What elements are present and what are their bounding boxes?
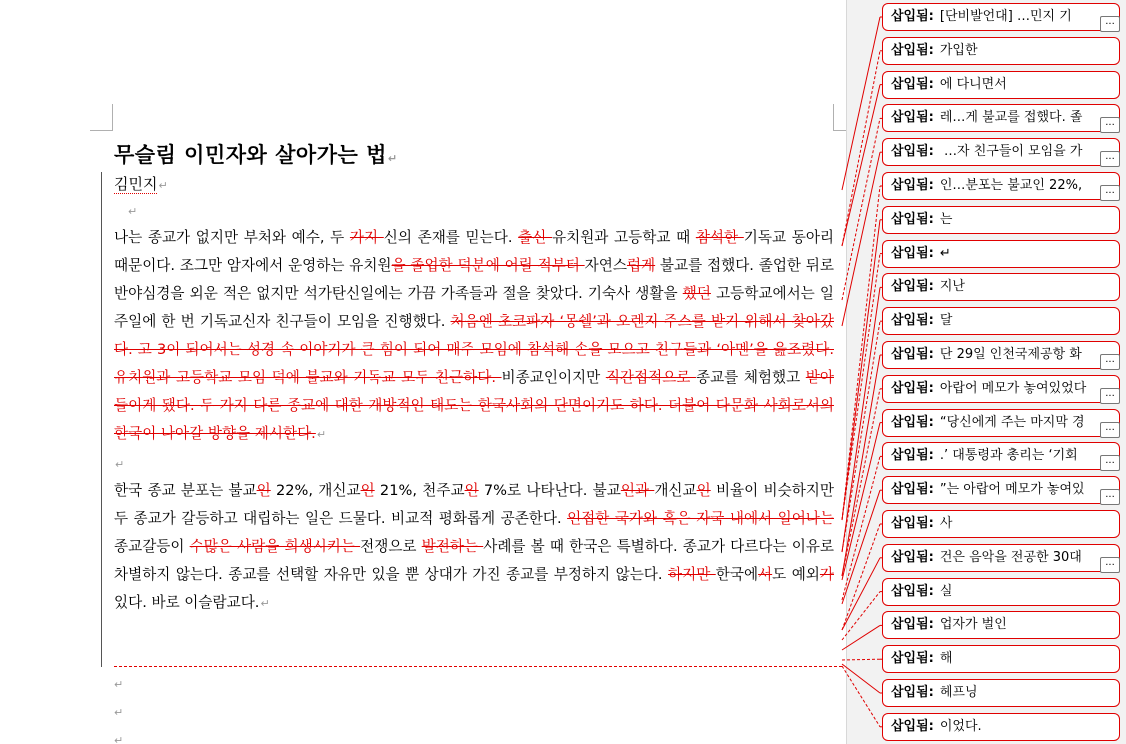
leader-line bbox=[842, 659, 880, 660]
deleted-text: 인 bbox=[256, 482, 271, 499]
balloon-insertion[interactable] bbox=[882, 240, 1120, 268]
leader-line bbox=[842, 51, 880, 246]
leader-line bbox=[842, 423, 880, 580]
leader-line bbox=[842, 287, 880, 552]
balloon-more-button[interactable]: ... bbox=[1100, 455, 1120, 471]
text-run: 전쟁으로 bbox=[360, 538, 422, 555]
balloon-more-button[interactable]: ... bbox=[1100, 117, 1120, 133]
text-run: 한국 종교 분포는 불교 bbox=[114, 482, 257, 499]
balloon-more-button[interactable]: ... bbox=[1100, 354, 1120, 370]
balloon-label: 삽입됨: bbox=[891, 110, 934, 126]
balloon-label: 삽입됨: bbox=[891, 414, 934, 430]
balloon-label: 삽입됨: bbox=[891, 718, 934, 734]
text-run: 나는 종교가 없지만 부처와 예수, 두 bbox=[114, 229, 350, 246]
balloon-more-button[interactable]: ... bbox=[1100, 557, 1120, 573]
leader-line bbox=[842, 625, 880, 650]
empty-paragraph: ↵ bbox=[128, 205, 138, 218]
balloon-insertion[interactable] bbox=[882, 679, 1120, 707]
text-run: 개신교 bbox=[654, 482, 697, 499]
text-run: 사례를 볼 때 한국은 특별하다. 종교가 다르다는 이유로 차별하지 않는다. 종교를 선택할 자유만 있을 뿐 상대가 가진 종교를 부정하지 않는다. bbox=[114, 538, 835, 583]
balloon-label: 삽입됨: bbox=[891, 617, 934, 633]
deleted-text: 받아들이게 됐다. 두 가지 다른 종교에 대한 개방적인 태도는 한국사회의 단면이기도 하다. 더불어 다문화 사회로서의 한국이 나아갈 방향을 제시한다. bbox=[114, 369, 834, 442]
balloon-insertion[interactable] bbox=[882, 645, 1120, 673]
balloon-text: 업자가 벌인 bbox=[939, 617, 1007, 633]
balloon-more-button[interactable]: ... bbox=[1100, 388, 1120, 404]
balloon-text: 단 29일 인천국제공항 화 bbox=[939, 347, 1082, 362]
deleted-text: 발전하는 bbox=[421, 538, 484, 555]
empty-paragraph-mark-icon: ↵ bbox=[114, 706, 124, 719]
text-run: 기독교 동아리 때문이다. 조그만 암자에서 운영하는 유치원 bbox=[114, 229, 835, 274]
balloon-label: 삽입됨: bbox=[891, 245, 934, 261]
leader-line bbox=[842, 664, 880, 693]
deleted-text: 서 bbox=[758, 566, 773, 583]
leader-line bbox=[842, 592, 880, 640]
leader-line bbox=[842, 490, 880, 604]
balloon-insertion[interactable] bbox=[882, 104, 1120, 132]
balloon-label: 삽입됨: bbox=[891, 347, 934, 362]
balloon-insertion[interactable] bbox=[882, 442, 1120, 470]
text-run: 자연스 bbox=[584, 257, 627, 274]
balloon-text: 이었다. bbox=[939, 718, 982, 734]
balloon-text: 아랍어 메모가 놓여있었다 bbox=[939, 380, 1087, 396]
text-run: 비종교인이지만 bbox=[501, 369, 606, 386]
balloon-insertion[interactable] bbox=[882, 476, 1120, 504]
paragraph-mark-icon: ↵ bbox=[158, 179, 168, 192]
balloon-label: 삽입됨: bbox=[891, 380, 934, 396]
balloon-insertion[interactable] bbox=[882, 138, 1120, 166]
text-run: 7%로 나타난다. 불교 bbox=[478, 482, 621, 499]
balloon-label: 삽입됨: bbox=[891, 482, 934, 498]
balloon-insertion[interactable] bbox=[882, 273, 1120, 301]
balloon-label: 삽입됨: bbox=[891, 685, 934, 700]
text-run: 비율이 비슷하지만 두 종교가 갈등하고 대립하는 일은 드물다. 비교적 평화롭게 공존한다. bbox=[114, 482, 834, 527]
deleted-text: 수많은 사람을 희생시키는 bbox=[189, 538, 361, 555]
deleted-text: 인 bbox=[360, 482, 375, 499]
balloon-insertion[interactable] bbox=[882, 71, 1120, 99]
deleted-text: 가 bbox=[819, 566, 835, 583]
text-run: 신의 존재를 믿는다. bbox=[383, 229, 519, 246]
deleted-text: 인접한 국가와 혹은 자국 내에서 일어나는 bbox=[567, 510, 834, 527]
text-run: 종교를 체험했고 bbox=[695, 369, 806, 386]
text-run: 22%, 개신교 bbox=[270, 482, 361, 499]
balloon-more-button[interactable]: ... bbox=[1100, 422, 1120, 438]
balloon-more-button[interactable]: ... bbox=[1100, 489, 1120, 505]
text-run: 도 예외 bbox=[772, 566, 820, 583]
leader-line bbox=[842, 118, 880, 300]
balloon-text: ↵ bbox=[939, 245, 951, 261]
balloon-text: “당신에게 주는 마지막 경 bbox=[939, 414, 1085, 430]
balloon-insertion[interactable] bbox=[882, 3, 1120, 31]
deleted-text: 가지 bbox=[349, 229, 384, 246]
deleted-text: 인 bbox=[464, 482, 479, 499]
balloon-text: 인…분포는 불교인 22%, bbox=[939, 178, 1083, 193]
leader-line bbox=[842, 355, 880, 576]
balloon-label: 삽입됨: bbox=[891, 42, 934, 58]
balloon-text: 사 bbox=[939, 516, 953, 531]
balloon-more-button[interactable]: ... bbox=[1100, 16, 1120, 32]
balloon-label: 삽입됨: bbox=[891, 549, 934, 565]
balloon-text: 실 bbox=[939, 583, 953, 599]
text-run: 한국에 bbox=[715, 566, 759, 583]
leader-line bbox=[842, 558, 880, 630]
text-run: 종교갈등이 bbox=[114, 538, 190, 555]
empty-paragraph: ↵ bbox=[115, 458, 125, 471]
deleted-text: 럽게 bbox=[626, 257, 656, 274]
balloon-text: 가입한 bbox=[939, 42, 978, 58]
balloon-insertion[interactable] bbox=[882, 713, 1120, 741]
author-line: 김민지↵ bbox=[114, 175, 168, 193]
empty-paragraph-mark-icon: ↵ bbox=[114, 678, 124, 691]
balloon-more-button[interactable]: ... bbox=[1100, 185, 1120, 201]
balloon-label: 삽입됨: bbox=[891, 313, 934, 329]
balloon-insertion[interactable] bbox=[882, 409, 1120, 437]
text-run: 있다. 바로 이슬람교다. bbox=[114, 594, 260, 611]
empty-paragraph-mark-icon: ↵ bbox=[114, 734, 124, 744]
balloon-text: 지난 bbox=[939, 279, 965, 295]
balloon-insertion[interactable] bbox=[882, 307, 1120, 335]
deleted-text: 인 bbox=[696, 482, 711, 499]
paragraph-mark-icon: ↵ bbox=[316, 428, 327, 441]
balloon-label: 삽입됨: bbox=[891, 144, 934, 160]
leader-line bbox=[842, 220, 880, 520]
balloon-text: 달 bbox=[939, 313, 953, 329]
document-title: 무슬림 이민자와 살아가는 법↵ bbox=[114, 143, 398, 167]
balloon-insertion[interactable] bbox=[882, 375, 1120, 403]
text-run: 불교를 접했다. 졸업한 뒤로 반야심경을 외운 적은 없지만 석가탄신일에는 가끔 가족들과 절을 찾았다. 기숙사 생활을 bbox=[114, 257, 834, 302]
text-run: 21%, 천주교 bbox=[374, 482, 465, 499]
deleted-text: 직간접적으로 bbox=[605, 369, 696, 386]
balloon-label: 삽입됨: bbox=[891, 448, 934, 464]
balloon-insertion[interactable] bbox=[882, 37, 1120, 65]
balloon-text: …자 친구들이 모임을 가 bbox=[939, 144, 1083, 160]
text-run: 유치원과 고등학교 때 bbox=[552, 229, 696, 246]
balloon-label: 삽입됨: bbox=[891, 76, 934, 92]
balloon-text: 레…게 불교를 접했다. 졸 bbox=[939, 110, 1083, 126]
balloon-insertion[interactable] bbox=[882, 172, 1120, 200]
balloon-text: 는 bbox=[939, 211, 953, 227]
balloon-label: 삽입됨: bbox=[891, 583, 934, 599]
deleted-text: 을 졸업한 덕분에 어릴 적부터 bbox=[391, 257, 585, 274]
balloon-insertion[interactable] bbox=[882, 578, 1120, 606]
balloon-label: 삽입됨: bbox=[891, 211, 934, 227]
balloon-insertion[interactable] bbox=[882, 206, 1120, 234]
balloon-insertion[interactable] bbox=[882, 544, 1120, 572]
text-run: 고등학교에서는 일주일에 한 번 기독교신자 친구들이 모임을 진행했다. bbox=[114, 285, 835, 330]
balloon-text: ”는 아랍어 메모가 놓여있 bbox=[939, 482, 1085, 498]
balloon-label: 삽입됨: bbox=[891, 516, 934, 531]
balloon-label: 삽입됨: bbox=[891, 178, 934, 193]
balloon-text: 건은 음악을 전공한 30대 bbox=[939, 549, 1082, 565]
balloon-insertion[interactable] bbox=[882, 341, 1120, 369]
deleted-text: 했던 bbox=[682, 285, 711, 302]
balloon-insertion[interactable] bbox=[882, 611, 1120, 639]
leader-line bbox=[842, 666, 880, 727]
deleted-text: 인과 bbox=[620, 482, 655, 499]
balloon-more-button[interactable]: ... bbox=[1100, 151, 1120, 167]
paragraph-mark-icon: ↵ bbox=[260, 597, 270, 610]
deleted-text: 하지만 bbox=[668, 566, 716, 583]
balloon-label: 삽입됨: bbox=[891, 9, 934, 24]
balloon-label: 삽입됨: bbox=[891, 279, 934, 295]
balloon-insertion[interactable] bbox=[882, 510, 1120, 538]
balloon-text: [단비발언대] …민지 기 bbox=[939, 9, 1072, 24]
balloon-text: 해 bbox=[939, 651, 953, 667]
balloon-text: .’ 대통령과 총리는 ‘기회 bbox=[939, 448, 1078, 464]
balloon-label: 삽입됨: bbox=[891, 651, 934, 667]
deleted-text: 참석한 bbox=[695, 229, 744, 246]
deleted-text: 출신 bbox=[518, 229, 552, 246]
balloon-text: 에 다니면서 bbox=[939, 76, 1007, 92]
balloon-text: 헤프닝 bbox=[939, 685, 978, 700]
paragraph-mark-icon: ↵ bbox=[387, 152, 398, 165]
deleted-text: 처음엔 초코파자 ‘몽쉘’과 오렌지 주스를 받기 위해서 찾아갔다. 고 3이 되어서는 성경 속 이야기가 큰 힘이 되어 매주 모임에 참석해 손을 모으고 친구들과 ‘아멘’을 읊조렸다. 유치원과 고등학교 모임 덕에 불교와 기독교 모두 친근하다. bbox=[114, 313, 834, 386]
